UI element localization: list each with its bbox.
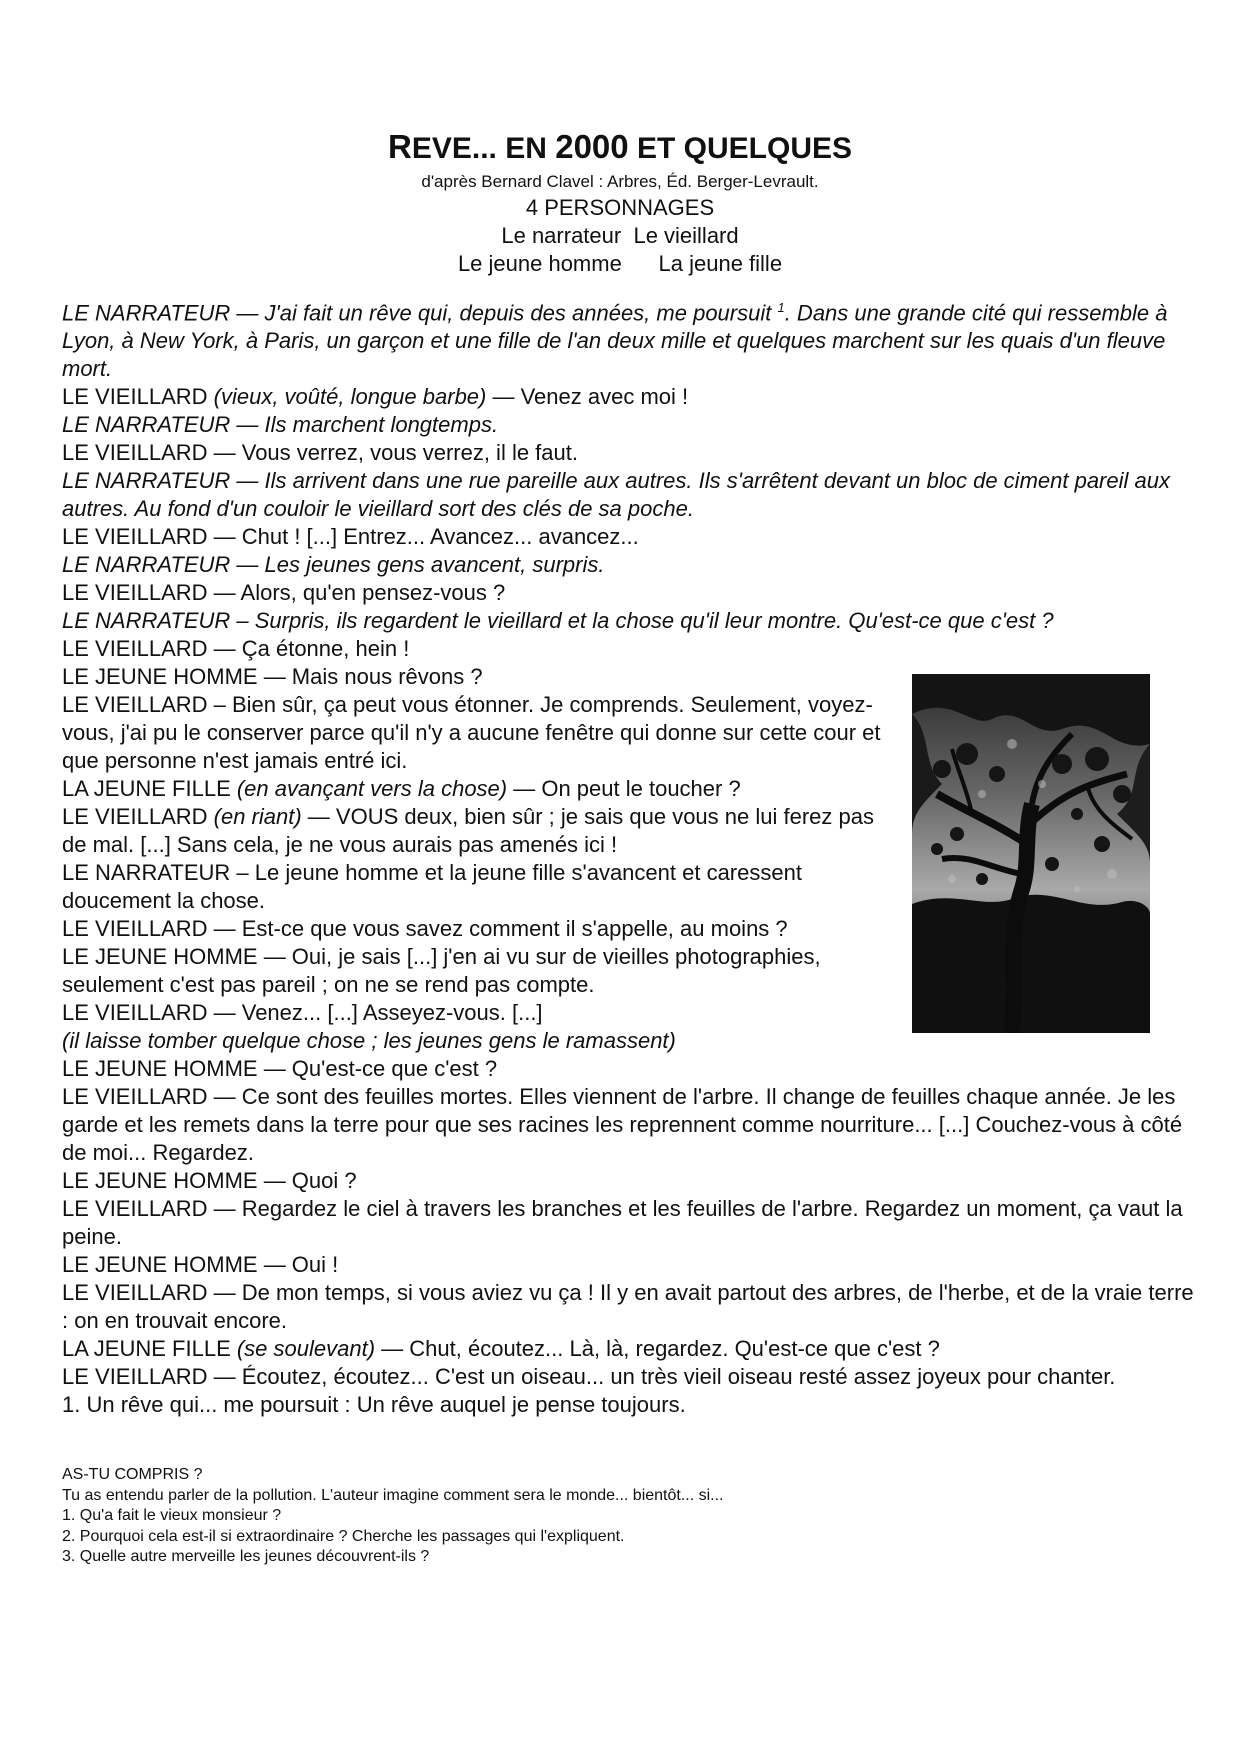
characters-line-1: Le narrateur Le vieillard	[501, 223, 739, 248]
footnote: 1. Un rêve qui... me poursuit : Un rêve auquel je pense toujours.	[62, 1392, 686, 1418]
questions-heading: AS-TU COMPRIS ?	[62, 1466, 203, 1483]
dialogue-line: LE NARRATEUR — Ils marchent longtemps.	[62, 412, 499, 438]
stage-direction: (il laisse tomber quelque chose ; les jeunes gens le ramassent)	[62, 1028, 676, 1054]
dialogue-line: LA JEUNE FILLE (se soulevant) — Chut, écoutez... Là, là, regardez. Qu'est-ce que c'est ?	[62, 1336, 940, 1362]
dialogue-line: LE JEUNE HOMME — Quoi ?	[62, 1168, 357, 1194]
dialogue-line: LE JEUNE HOMME — Qu'est-ce que c'est ?	[62, 1056, 498, 1082]
dialogue-line: LE VIEILLARD (en riant) — VOUS deux, bien sûr ; je sais que vous ne lui ferez pas de mal. [...] Sans cela, je ne vous aurais pas amenés ici !	[62, 804, 874, 858]
dialogue-line: LE VIEILLARD — Ce sont des feuilles mortes. Elles viennent de l'arbre. Il change de feuilles chaque année. Je les garde et les remets dans la terre pour que ses racines les reprennent comme nourriture... [...] Couchez-vous à côté de moi... Regardez.	[62, 1084, 1183, 1166]
dialogue-line: LE NARRATEUR – Le jeune homme et la jeune fille s'avancent et caressent doucement la chose.	[62, 860, 802, 914]
dialogue-line: LE JEUNE HOMME — Mais nous rêvons ?	[62, 664, 483, 690]
tree-photo	[912, 674, 1150, 1033]
dialogue-line: LE NARRATEUR — Ils arrivent dans une rue pareille aux autres. Ils s'arrêtent devant un bloc de ciment pareil aux autres. Au fond d'un couloir le vieillard sort des clés de sa poche.	[62, 468, 1170, 522]
source-credit: d'après Bernard Clavel : Arbres, Éd. Berger-Levrault.	[421, 172, 819, 191]
dialogue-line: LA JEUNE FILLE (en avançant vers la chose) — On peut le toucher ?	[62, 776, 741, 802]
dialogue-line: LE NARRATEUR — Les jeunes gens avancent, surpris.	[62, 552, 605, 578]
characters-heading: 4 PERSONNAGES	[525, 195, 715, 220]
page-title: REVE... EN 2000 ET QUELQUES	[387, 128, 852, 165]
question-item: 3. Quelle autre merveille les jeunes découvrent-ils ?	[62, 1548, 430, 1565]
dialogue-line: LE VIEILLARD — De mon temps, si vous aviez vu ça ! Il y en avait partout des arbres, de l'herbe, et de la vraie terre : on en trouvait encore.	[62, 1280, 1194, 1334]
characters-line-2: Le jeune homme La jeune fille	[457, 251, 783, 276]
dialogue-line: LE VIEILLARD — Regardez le ciel à travers les branches et les feuilles de l'arbre. Regardez un moment, ça vaut la peine.	[62, 1196, 1183, 1250]
dialogue-line: LE JEUNE HOMME — Oui !	[62, 1252, 339, 1278]
dialogue-line: LE NARRATEUR – Surpris, ils regardent le vieillard et la chose qu'il leur montre. Qu'est-ce que c'est ?	[62, 608, 1054, 634]
questions-section	[62, 1465, 1162, 1568]
dialogue-line: LE VIEILLARD — Venez... [...] Asseyez-vous. [...]	[62, 1000, 543, 1026]
dialogue-line: LE VIEILLARD — Écoutez, écoutez... C'est un oiseau... un très vieil oiseau resté assez joyeux pour chanter.	[62, 1364, 1116, 1390]
dialogue-line: LE VIEILLARD — Chut ! [...] Entrez... Avancez... avancez...	[62, 524, 639, 550]
dialogue-line: LE NARRATEUR — J'ai fait un rêve qui, depuis des années, me poursuit $^1$. Dans une grande cité qui ressemble à Lyon, à New York, à Paris, un garçon et une fille de l'an deux mille et quelques marchent sur les quais d'un fleuve mort.	[62, 300, 1168, 382]
dialogue-line: LE VIEILLARD — Ça étonne, hein !	[62, 636, 410, 662]
question-item: 2. Pourquoi cela est-il si extraordinaire ? Cherche les passages qui l'expliquent.	[62, 1527, 625, 1545]
dialogue-line: LE VIEILLARD — Vous verrez, vous verrez, il le faut.	[62, 440, 578, 466]
questions-intro: Tu as entendu parler de la pollution. L'auteur imagine comment sera le monde... bientôt... si...	[62, 1486, 724, 1504]
dialogue-line: LE VIEILLARD — Est-ce que vous savez comment il s'appelle, au moins ?	[62, 916, 788, 942]
dialogue-line: LE VIEILLARD — Alors, qu'en pensez-vous ?	[62, 580, 506, 606]
dialogue-line: LE JEUNE HOMME — Oui, je sais [...] j'en ai vu sur de vieilles photographies, seulement c'est pas pareil ; on ne se rend pas compte.	[62, 944, 821, 998]
dialogue-line: LE VIEILLARD – Bien sûr, ça peut vous étonner. Je comprends. Seulement, voyez-vous, j'ai pu le conserver parce qu'il n'y a aucune fenêtre qui donne sur cette cour et que personne n'est jamais entré ici.	[62, 692, 881, 774]
question-item: 1. Qu'a fait le vieux monsieur ?	[62, 1507, 282, 1524]
dialogue-line: LE VIEILLARD (vieux, voûté, longue barbe) — Venez avec moi !	[62, 384, 689, 410]
